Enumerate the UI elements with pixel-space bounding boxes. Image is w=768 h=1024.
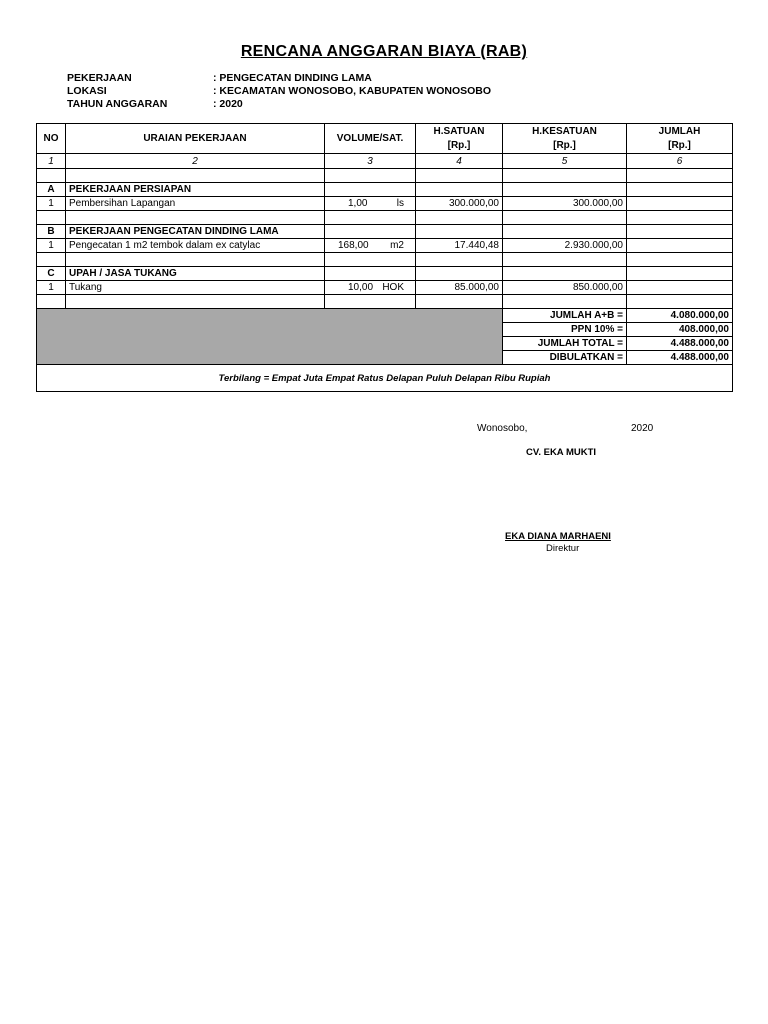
section-code: C <box>37 267 66 281</box>
header-jumlah-unit: [Rp.] <box>627 138 733 154</box>
section-code: B <box>37 225 66 239</box>
header-hsatuan-unit: [Rp.] <box>416 138 503 154</box>
item-no: 1 <box>37 281 66 295</box>
item-hkesatuan: 2.930.000,00 <box>503 239 627 253</box>
column-number: 2 <box>66 154 325 169</box>
section-title: UPAH / JASA TUKANG <box>66 267 325 281</box>
header-uraian: URAIAN PEKERJAAN <box>66 124 325 154</box>
summary-label: JUMLAH TOTAL = <box>503 337 627 351</box>
table-row <box>37 197 733 211</box>
meta-row-pekerjaan <box>67 72 491 85</box>
document-title: RENCANA ANGGARAN BIAYA (RAB) <box>240 43 528 60</box>
section-title: PEKERJAAN PERSIAPAN <box>66 183 325 197</box>
column-number: 4 <box>416 154 503 169</box>
header-row <box>37 124 733 139</box>
item-volume-cell <box>325 281 416 295</box>
signature-place: Wonosobo, <box>477 423 528 434</box>
item-description: Pembersihan Lapangan <box>66 197 325 211</box>
section-row-c <box>37 267 733 281</box>
section-row-b <box>37 225 733 239</box>
blank-row <box>37 211 733 225</box>
meta-label: LOKASI <box>67 85 107 97</box>
item-unit: HOK <box>382 282 404 293</box>
column-number: 6 <box>627 154 733 169</box>
section-title: PEKERJAAN PENGECATAN DINDING LAMA <box>66 225 325 239</box>
item-description: Pengecatan 1 m2 tembok dalam ex catylac <box>66 239 325 253</box>
meta-value: : PENGECATAN DINDING LAMA <box>213 72 372 84</box>
meta-row-tahun <box>67 98 491 111</box>
header-hkesatuan: H.KESATUAN <box>503 124 627 139</box>
blank-row <box>37 169 733 183</box>
signer-name: EKA DIANA MARHAENI <box>505 531 611 542</box>
summary-value: 408.000,00 <box>627 323 733 337</box>
item-description: Tukang <box>66 281 325 295</box>
item-hsatuan: 17.440,48 <box>416 239 503 253</box>
column-number: 5 <box>503 154 627 169</box>
item-volume-cell <box>325 197 416 211</box>
item-volume: 1,00 <box>348 198 368 209</box>
meta-label: PEKERJAAN <box>67 72 132 84</box>
summary-value: 4.488.000,00 <box>627 351 733 365</box>
header-jumlah: JUMLAH <box>627 124 733 139</box>
item-jumlah <box>627 239 733 253</box>
table-row <box>37 239 733 253</box>
meta-value: : 2020 <box>213 98 243 110</box>
header-hkesatuan-unit: [Rp.] <box>503 138 627 154</box>
item-volume: 10,00 <box>348 282 374 293</box>
header-no: NO <box>37 124 66 154</box>
signature-year: 2020 <box>631 423 654 434</box>
item-volume-cell <box>325 239 416 253</box>
terbilang-text: Terbilang = Empat Juta Empat Ratus Delapan Puluh Delapan Ribu Rupiah <box>37 365 733 392</box>
project-info <box>67 72 491 111</box>
item-unit: m2 <box>390 240 404 251</box>
summary-value: 4.488.000,00 <box>627 337 733 351</box>
item-no: 1 <box>37 239 66 253</box>
summary-label: DIBULATKAN = <box>503 351 627 365</box>
item-hkesatuan: 300.000,00 <box>503 197 627 211</box>
meta-value: : KECAMATAN WONOSOBO, KABUPATEN WONOSOBO <box>213 85 492 97</box>
summary-row <box>37 309 733 323</box>
company-name: CV. EKA MUKTI <box>526 447 597 458</box>
header-hsatuan: H.SATUAN <box>416 124 503 139</box>
summary-value: 4.080.000,00 <box>627 309 733 323</box>
item-hsatuan: 300.000,00 <box>416 197 503 211</box>
item-no: 1 <box>37 197 66 211</box>
blank-row <box>37 253 733 267</box>
summary-shaded-area <box>37 309 503 365</box>
meta-label: TAHUN ANGGARAN <box>67 98 168 110</box>
summary-label: PPN 10% = <box>503 323 627 337</box>
column-number: 1 <box>37 154 66 169</box>
signer-position: Direktur <box>546 543 580 554</box>
blank-row <box>37 295 733 309</box>
item-volume: 168,00 <box>338 240 369 251</box>
item-jumlah <box>627 281 733 295</box>
table-row <box>37 281 733 295</box>
meta-row-lokasi <box>67 85 491 98</box>
rab-table <box>36 123 733 392</box>
column-number-row <box>37 154 733 169</box>
item-hsatuan: 85.000,00 <box>416 281 503 295</box>
section-code: A <box>37 183 66 197</box>
header-volume: VOLUME/SAT. <box>325 124 416 154</box>
section-row-a <box>37 183 733 197</box>
item-hkesatuan: 850.000,00 <box>503 281 627 295</box>
column-number: 3 <box>325 154 416 169</box>
item-jumlah <box>627 197 733 211</box>
summary-label: JUMLAH A+B = <box>503 309 627 323</box>
item-unit: ls <box>396 198 404 209</box>
terbilang-row <box>37 365 733 392</box>
